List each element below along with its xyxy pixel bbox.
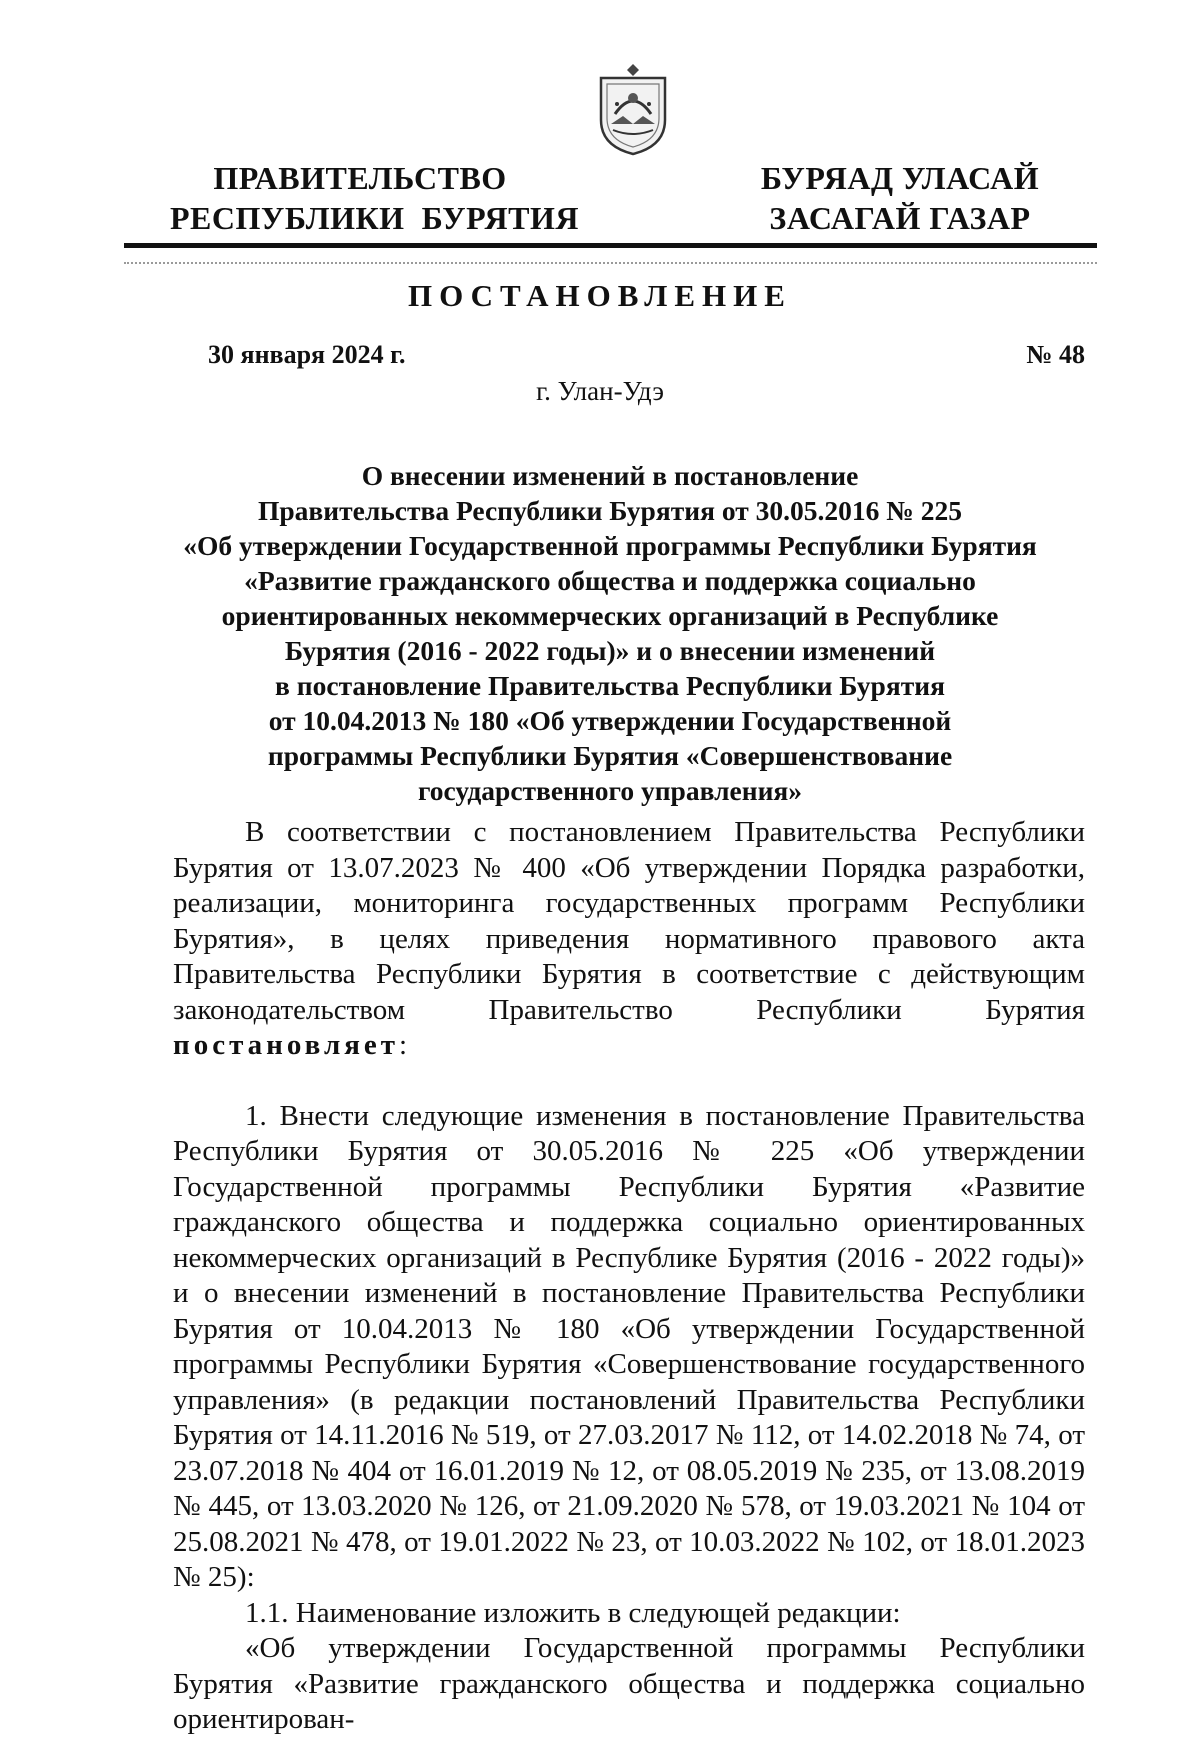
preamble-paragraph <box>173 815 1085 1064</box>
resolves-suffix: : <box>399 1029 408 1061</box>
title-line: от 10.04.2013 № 180 «Об утверждении Государственной <box>268 705 952 736</box>
preamble-text: В соответствии с постановлением Правительства Республики Бурятия от 13.07.2023 № 400 «Об утверждении Порядка разработки, реализации, мониторинга государственных программ Республики Бурятия», в целях приведения нормативного правового акта Правительства Республики Бурятия в соответствие с действующим законодательством Правительство Республики Бурятия <box>173 816 1085 1026</box>
document-date: 30 января 2024 г. <box>208 340 406 369</box>
header-right-line1: БУРЯАД УЛАСАЙ <box>760 160 1040 196</box>
document-type: ПОСТАНОВЛЕНИЕ <box>408 278 792 313</box>
document-body <box>173 815 1085 1738</box>
title-line: программы Республики Бурятия «Совершенствование <box>267 740 953 771</box>
title-line: в постановление Правительства Республики Бурятия <box>275 670 945 701</box>
header-left-line1: ПРАВИТЕЛЬСТВО <box>213 160 507 196</box>
header-right-line2: ЗАСАГАЙ ГАЗАР <box>769 200 1031 236</box>
resolves-word: постановляет <box>173 1029 400 1061</box>
header-left-line2: РЕСПУБЛИКИ БУРЯТИЯ <box>170 200 579 236</box>
government-name-buryat <box>750 158 1050 238</box>
header-divider-thin <box>124 262 1097 264</box>
document-number: № 48 <box>1026 340 1085 369</box>
document-city: г. Улан-Удэ <box>536 376 664 406</box>
item-1-1-paragraph: 1.1. Наименование изложить в следующей редакции: <box>245 1596 901 1629</box>
title-line: государственного управления» <box>417 775 803 806</box>
title-line: Правительства Республики Бурятия от 30.05.2016 № 225 <box>257 495 962 526</box>
title-line: «Развитие гражданского общества и поддержка социально <box>244 565 976 596</box>
title-line: Бурятия (2016 - 2022 годы)» и о внесении изменений <box>284 635 936 666</box>
document-title <box>150 458 1070 808</box>
item-1-paragraph: 1. Внести следующие изменения в постановление Правительства Республики Бурятия от 30.05.2016 № 225 «Об утверждении Государственной программы Республики Бурятия «Развитие гражданского общества и поддержка социально ориентированных некоммерческих организаций в Республике Бурятия (2016 - 2022 годы)» и о внесении изменений в постановление Правительства Республики Бурятия от 10.04.2013 № 180 «Об утверждении Государственной программы Республики Бурятия «Совершенствование государственного управления» (в редакции постановлений Правительства Республики Бурятия от 14.11.2016 № 519, от 27.03.2017 № 112, от 14.02.2018 № 74, от 23.07.2018 № 404 от 16.01.2019 № 12, от 08.05.2019 № 235, от 13.08.2019 № 445, от 13.03.2020 № 126, от 21.09.2020 № 578, от 19.03.2021 № 104 от 25.08.2021 № 478, от 19.01.2022 № 23, от 10.03.2022 № 102, от 18.01.2023 № 25): <box>173 1099 1085 1593</box>
title-line: О внесении изменений в постановление <box>361 460 859 491</box>
title-line: ориентированных некоммерческих организаций в Республике <box>221 600 999 631</box>
coat-of-arms-icon <box>593 58 673 158</box>
title-line: «Об утверждении Государственной программы Республики Бурятия <box>183 530 1037 561</box>
government-name-russian <box>170 158 579 238</box>
header-divider-thick <box>124 243 1097 248</box>
quote-paragraph: «Об утверждении Государственной программы Республики Бурятия «Развитие гражданского общества и поддержка социально ориентирован- <box>173 1632 1085 1735</box>
